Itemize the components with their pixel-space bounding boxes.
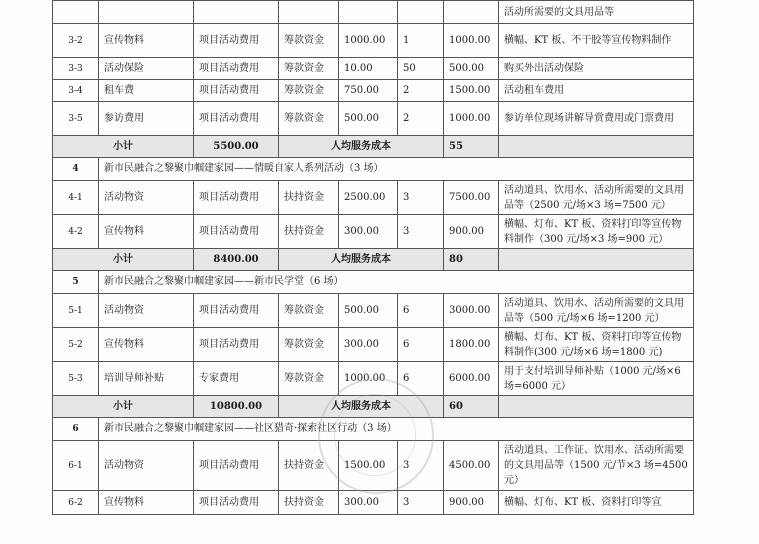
qty-cell: 3 xyxy=(398,181,444,215)
total-cell: 1000.00 xyxy=(444,102,499,136)
section-title: 新市民融合之黎聚巾帼建家园——社区猎奇·探索社区行动（3 场） xyxy=(99,418,694,441)
fund-cell: 筹款资金 xyxy=(279,24,339,58)
note-cell: 用于支付培训导师补贴（1000 元/场×6 场=6000 元） xyxy=(499,362,694,396)
total-cell: 1000.00 xyxy=(444,24,499,58)
type-cell: 项目活动费用 xyxy=(194,80,279,102)
section-row xyxy=(53,158,694,181)
cost-label: 人均服务成本 xyxy=(279,396,444,418)
fund-cell: 扶持资金 xyxy=(279,215,339,249)
price-cell: 750.00 xyxy=(339,80,398,102)
table-row xyxy=(53,181,694,215)
price-cell: 2500.00 xyxy=(339,181,398,215)
type-cell: 项目活动费用 xyxy=(194,102,279,136)
subtotal-amount: 8400.00 xyxy=(194,249,279,271)
name-cell xyxy=(99,1,194,24)
note-cell: 活动租车费用 xyxy=(499,80,694,102)
num-cell: 3-4 xyxy=(53,80,99,102)
price-cell: 1500.00 xyxy=(339,441,398,491)
total-cell xyxy=(444,1,499,24)
qty-cell: 1 xyxy=(398,24,444,58)
type-cell: 项目活动费用 xyxy=(194,441,279,491)
num-cell: 6-1 xyxy=(53,441,99,491)
fund-cell: 筹款资金 xyxy=(279,80,339,102)
type-cell: 项目活动费用 xyxy=(194,58,279,80)
section-num: 6 xyxy=(53,418,99,441)
section-num: 5 xyxy=(53,271,99,294)
num-cell: 3-2 xyxy=(53,24,99,58)
fund-cell: 筹款资金 xyxy=(279,294,339,328)
price-cell: 10.00 xyxy=(339,58,398,80)
table-row xyxy=(53,24,694,58)
fund-cell: 筹款资金 xyxy=(279,328,339,362)
total-cell: 6000.00 xyxy=(444,362,499,396)
subtotal-label: 小计 xyxy=(53,396,194,418)
subtotal-row xyxy=(53,136,694,158)
type-cell: 项目活动费用 xyxy=(194,491,279,515)
table-row xyxy=(53,58,694,80)
num-cell: 5-3 xyxy=(53,362,99,396)
type-cell: 项目活动费用 xyxy=(194,215,279,249)
note-cell: 横幅、KT 板、不干胶等宣传物料制作 xyxy=(499,24,694,58)
fund-cell: 扶持资金 xyxy=(279,491,339,515)
price-cell: 300.00 xyxy=(339,328,398,362)
name-cell: 培训导师补贴 xyxy=(99,362,194,396)
cost-value: 60 xyxy=(444,396,499,418)
price-cell: 500.00 xyxy=(339,294,398,328)
type-cell: 专家费用 xyxy=(194,362,279,396)
subtotal-row xyxy=(53,249,694,271)
name-cell: 参访费用 xyxy=(99,102,194,136)
table-row xyxy=(53,441,694,491)
price-cell: 1000.00 xyxy=(339,362,398,396)
num-cell: 5-2 xyxy=(53,328,99,362)
name-cell: 活动物资 xyxy=(99,181,194,215)
section-title: 新市民融合之黎聚巾帼建家园——情暖自家人系列活动（3 场） xyxy=(99,158,694,181)
note-cell: 活动道具、工作证、饮用水、活动所需要的文具用品等（1500 元/节×3 场=4500 元） xyxy=(499,441,694,491)
section-row xyxy=(53,418,694,441)
empty-cell xyxy=(499,249,694,271)
empty-cell xyxy=(499,136,694,158)
qty-cell: 3 xyxy=(398,491,444,515)
num-cell xyxy=(53,1,99,24)
section-row xyxy=(53,271,694,294)
section-title: 新市民融合之黎聚巾帼建家园——新市民学堂（6 场） xyxy=(99,271,694,294)
table-row xyxy=(53,215,694,249)
type-cell: 项目活动费用 xyxy=(194,24,279,58)
name-cell: 租车费 xyxy=(99,80,194,102)
qty-cell: 6 xyxy=(398,328,444,362)
price-cell: 300.00 xyxy=(339,491,398,515)
fund-cell: 筹款资金 xyxy=(279,102,339,136)
total-cell: 7500.00 xyxy=(444,181,499,215)
note-cell: 活动道具、饮用水、活动所需要的文具用品等（2500 元/场×3 场=7500 元） xyxy=(499,181,694,215)
type-cell xyxy=(194,1,279,24)
table-row xyxy=(53,294,694,328)
type-cell: 项目活动费用 xyxy=(194,328,279,362)
total-cell: 4500.00 xyxy=(444,441,499,491)
type-cell: 项目活动费用 xyxy=(194,181,279,215)
qty-cell: 3 xyxy=(398,441,444,491)
total-cell: 900.00 xyxy=(444,215,499,249)
name-cell: 活动物资 xyxy=(99,441,194,491)
num-cell: 3-3 xyxy=(53,58,99,80)
price-cell xyxy=(339,1,398,24)
num-cell: 4-1 xyxy=(53,181,99,215)
num-cell: 6-2 xyxy=(53,491,99,515)
empty-cell xyxy=(499,396,694,418)
subtotal-row xyxy=(53,396,694,418)
budget-table xyxy=(52,0,694,515)
cost-label: 人均服务成本 xyxy=(279,249,444,271)
budget-table-body xyxy=(53,1,694,515)
num-cell: 4-2 xyxy=(53,215,99,249)
fund-cell: 扶持资金 xyxy=(279,441,339,491)
note-cell: 横幅、灯布、KT 板、资料打印等宣传物料制作（300 元/场×3 场=900 元） xyxy=(499,215,694,249)
total-cell: 3000.00 xyxy=(444,294,499,328)
note-cell: 购买外出活动保险 xyxy=(499,58,694,80)
note-cell: 活动道具、饮用水、活动所需要的文具用品等（500 元/场×6 场=1200 元） xyxy=(499,294,694,328)
table-row xyxy=(53,491,694,515)
table-row xyxy=(53,102,694,136)
subtotal-label: 小计 xyxy=(53,136,194,158)
table-row xyxy=(53,328,694,362)
cost-value: 80 xyxy=(444,249,499,271)
total-cell: 900.00 xyxy=(444,491,499,515)
qty-cell: 6 xyxy=(398,294,444,328)
type-cell: 项目活动费用 xyxy=(194,294,279,328)
total-cell: 1500.00 xyxy=(444,80,499,102)
total-cell: 1800.00 xyxy=(444,328,499,362)
name-cell: 活动保险 xyxy=(99,58,194,80)
table-row xyxy=(53,362,694,396)
qty-cell: 2 xyxy=(398,80,444,102)
cost-value: 55 xyxy=(444,136,499,158)
qty-cell: 2 xyxy=(398,102,444,136)
num-cell: 5-1 xyxy=(53,294,99,328)
fund-cell: 扶持资金 xyxy=(279,181,339,215)
note-cell: 活动所需要的文具用品等 xyxy=(499,1,694,24)
qty-cell: 50 xyxy=(398,58,444,80)
table-row xyxy=(53,80,694,102)
note-cell: 横幅、灯布、KT 板、资料打印等宣传物料制作(300 元/场×6 场=1800 元) xyxy=(499,328,694,362)
qty-cell: 6 xyxy=(398,362,444,396)
subtotal-amount: 10800.00 xyxy=(194,396,279,418)
fund-cell xyxy=(279,1,339,24)
fund-cell: 筹款资金 xyxy=(279,362,339,396)
num-cell: 3-5 xyxy=(53,102,99,136)
name-cell: 宣传物料 xyxy=(99,215,194,249)
section-num: 4 xyxy=(53,158,99,181)
total-cell: 500.00 xyxy=(444,58,499,80)
price-cell: 300.00 xyxy=(339,215,398,249)
name-cell: 宣传物料 xyxy=(99,328,194,362)
note-cell: 参访单位现场讲解导赏费用或门票费用 xyxy=(499,102,694,136)
table-row xyxy=(53,1,694,24)
name-cell: 宣传物料 xyxy=(99,24,194,58)
qty-cell xyxy=(398,1,444,24)
fund-cell: 筹款资金 xyxy=(279,58,339,80)
subtotal-label: 小计 xyxy=(53,249,194,271)
note-cell: 横幅、灯布、KT 板、资料打印等宣 xyxy=(499,491,694,515)
name-cell: 宣传物料 xyxy=(99,491,194,515)
name-cell: 活动物资 xyxy=(99,294,194,328)
price-cell: 1000.00 xyxy=(339,24,398,58)
cost-label: 人均服务成本 xyxy=(279,136,444,158)
qty-cell: 3 xyxy=(398,215,444,249)
subtotal-amount: 5500.00 xyxy=(194,136,279,158)
price-cell: 500.00 xyxy=(339,102,398,136)
